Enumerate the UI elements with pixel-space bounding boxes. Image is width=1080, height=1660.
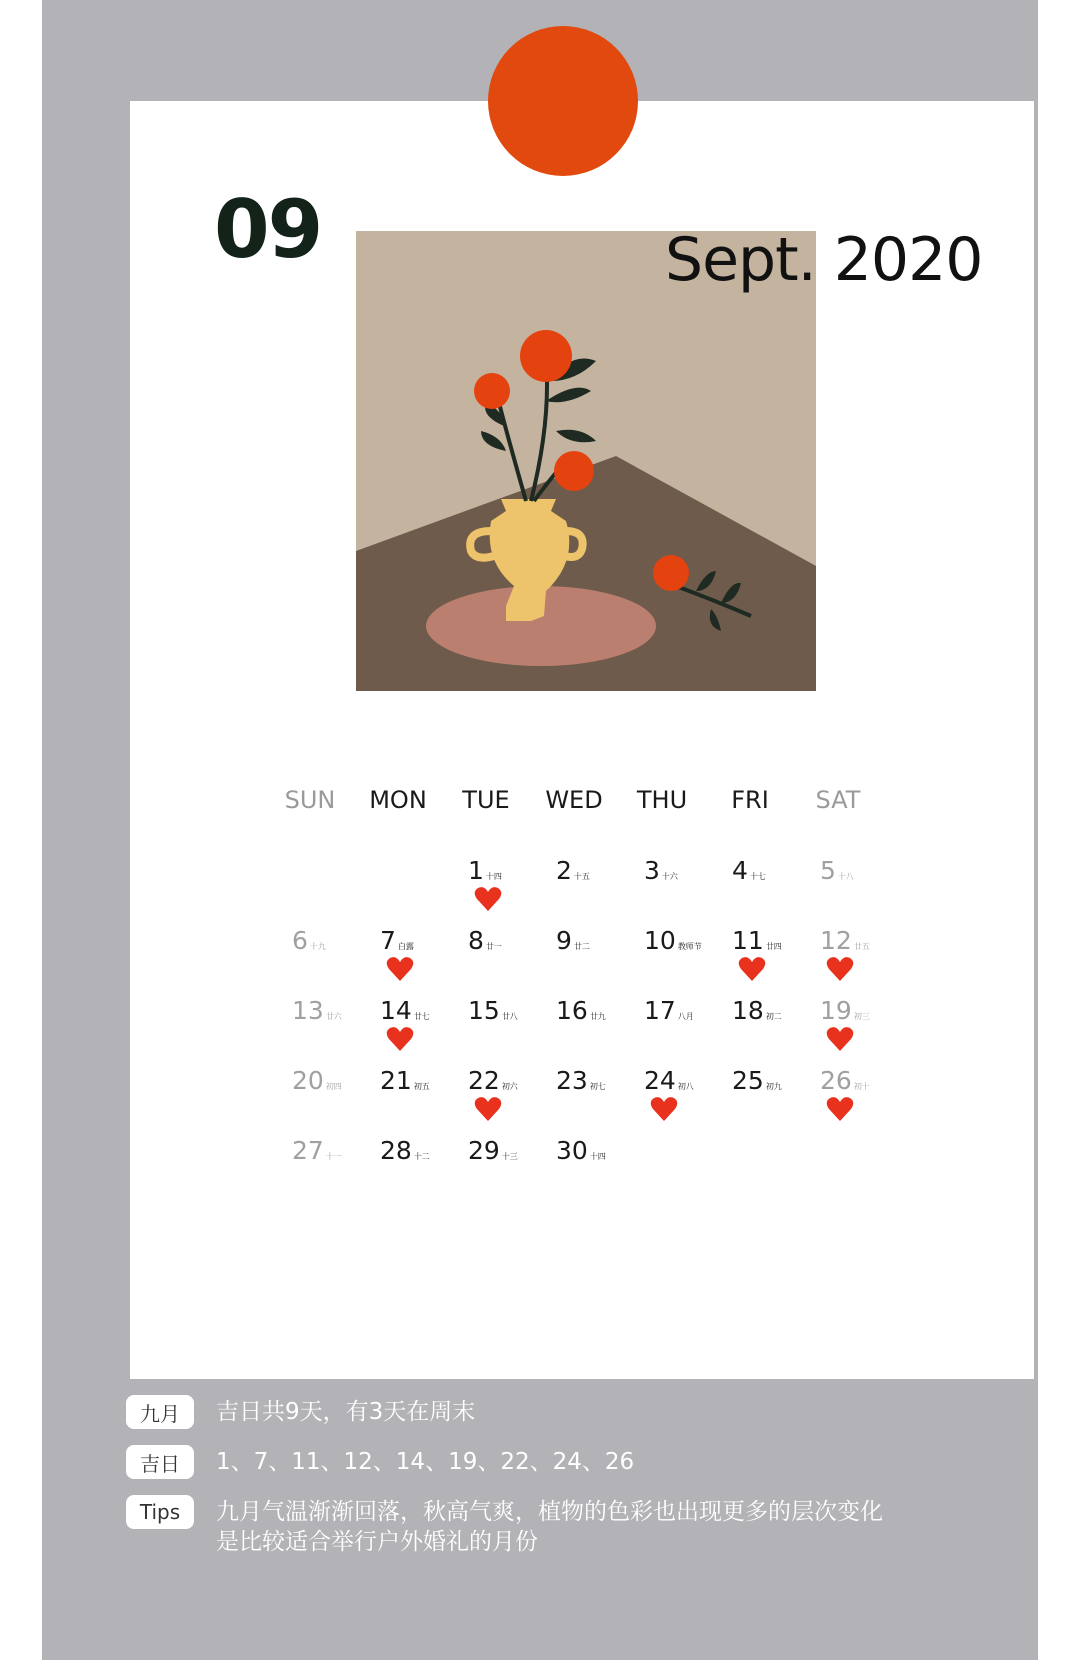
lunar-date-label: 初四 (325, 1082, 342, 1091)
lunar-date-label: 十一 (325, 1152, 342, 1161)
lunar-date-label: 十六 (661, 872, 678, 881)
month-year-title: Sept. 2020 (665, 225, 983, 295)
lunar-date-label: 十四 (485, 872, 502, 881)
month-number: 09 (214, 183, 322, 276)
day-cell-15[interactable] (442, 996, 530, 1056)
day-number: 7 白露 (380, 926, 414, 955)
lunar-date-label: 廿五 (853, 942, 870, 951)
lunar-date-label: 廿八 (501, 1012, 518, 1021)
day-cell-25[interactable] (706, 1066, 794, 1126)
flower-vase-illustration (356, 231, 816, 691)
lunar-date-label: 廿一 (485, 942, 502, 951)
lunar-date-label: 初三 (853, 1012, 870, 1021)
lunar-date-label: 十七 (749, 872, 766, 881)
lunar-date-label: 初十 (853, 1082, 870, 1091)
day-cell-18[interactable] (706, 996, 794, 1056)
heart-icon (474, 1096, 502, 1122)
weekday-sat: SAT (815, 786, 861, 814)
day-number: 1 十四 (468, 856, 502, 885)
calendar-card (130, 101, 1034, 1379)
gray-frame (42, 0, 1038, 1660)
day-cell-20[interactable] (266, 1066, 354, 1126)
day-number: 29 十三 (468, 1136, 518, 1165)
day-cell-16[interactable] (530, 996, 618, 1056)
lunar-date-label: 十五 (573, 872, 590, 881)
weekday-fri: FRI (731, 786, 769, 814)
lunar-date-label: 十四 (589, 1152, 606, 1161)
lunar-date-label: 廿七 (413, 1012, 430, 1021)
day-cell-17[interactable] (618, 996, 706, 1056)
heart-icon (386, 1026, 414, 1052)
day-cell-23[interactable] (530, 1066, 618, 1126)
heart-icon (386, 956, 414, 982)
lucky-days-text: 1、7、11、12、14、19、22、24、26 (216, 1449, 635, 1475)
day-cell-21[interactable] (354, 1066, 442, 1126)
lunar-date-label: 廿二 (573, 942, 590, 951)
day-cell-10[interactable] (618, 926, 706, 986)
day-number: 2 十五 (556, 856, 590, 885)
heart-icon (738, 956, 766, 982)
weekday-thu: THU (636, 786, 688, 814)
lunar-date-label: 初七 (589, 1082, 606, 1091)
day-cell-1[interactable] (442, 856, 530, 916)
day-cell-30[interactable] (530, 1136, 618, 1196)
lunar-date-label: 廿六 (325, 1012, 342, 1021)
day-cell-9[interactable] (530, 926, 618, 986)
day-cell-22[interactable] (442, 1066, 530, 1126)
heart-icon (650, 1096, 678, 1122)
weekday-wed: WED (545, 786, 603, 814)
day-cell-8[interactable] (442, 926, 530, 986)
day-number: 26 初十 (820, 1066, 870, 1095)
day-number: 21 初五 (380, 1066, 430, 1095)
month-tag: 九月 (126, 1395, 194, 1429)
day-cell-29[interactable] (442, 1136, 530, 1196)
day-number: 5 十八 (820, 856, 854, 885)
lunar-date-label: 白露 (397, 942, 414, 951)
heart-icon (826, 1096, 854, 1122)
day-cell-6[interactable] (266, 926, 354, 986)
lunar-date-label: 八月 (677, 1012, 694, 1021)
lunar-date-label: 廿四 (765, 942, 782, 951)
tips-text-line2: 是比较适合举行户外婚礼的月份 (216, 1529, 538, 1555)
lunar-date-label: 初九 (765, 1082, 782, 1091)
day-cell-26[interactable] (794, 1066, 882, 1126)
day-cell-3[interactable] (618, 856, 706, 916)
day-number: 8 廿一 (468, 926, 502, 955)
lunar-date-label: 十九 (309, 942, 326, 951)
month-summary-text: 吉日共9天，有3天在周末 (216, 1399, 476, 1425)
day-cell-2[interactable] (530, 856, 618, 916)
lunar-date-label: 初二 (765, 1012, 782, 1021)
day-number: 9 廿二 (556, 926, 590, 955)
weekday-mon: MON (369, 786, 427, 814)
weekday-sun: SUN (284, 786, 336, 814)
weekday-header (266, 786, 886, 826)
day-cell-13[interactable] (266, 996, 354, 1056)
lunar-date-label: 初五 (413, 1082, 430, 1091)
day-number: 27 十一 (292, 1136, 342, 1165)
day-cell-27[interactable] (266, 1136, 354, 1196)
day-number: 15 廿八 (468, 996, 518, 1025)
day-number: 17 八月 (644, 996, 694, 1025)
day-cell-28[interactable] (354, 1136, 442, 1196)
day-number: 16 廿九 (556, 996, 606, 1025)
lunar-date-label: 初八 (677, 1082, 694, 1091)
heart-icon (826, 1026, 854, 1052)
lunar-date-label: 教师节 (677, 942, 702, 951)
day-number: 30 十四 (556, 1136, 606, 1165)
day-cell-11[interactable] (706, 926, 794, 986)
heart-icon (826, 956, 854, 982)
day-number: 12 廿五 (820, 926, 870, 955)
tips-text-line1: 九月气温渐渐回落，秋高气爽，植物的色彩也出现更多的层次变化 (216, 1499, 883, 1525)
red-pin-circle (488, 26, 638, 176)
weekday-tue: TUE (462, 786, 510, 814)
lunar-date-label: 十三 (501, 1152, 518, 1161)
lunar-date-label: 廿九 (589, 1012, 606, 1021)
day-cell-7[interactable] (354, 926, 442, 986)
lunar-date-label: 十二 (413, 1152, 430, 1161)
tips-tag: Tips (126, 1495, 194, 1529)
day-number: 3 十六 (644, 856, 678, 885)
day-number: 13 廿六 (292, 996, 342, 1025)
heart-icon (474, 886, 502, 912)
day-cell-14[interactable] (354, 996, 442, 1056)
day-number: 25 初九 (732, 1066, 782, 1095)
day-number: 14 廿七 (380, 996, 430, 1025)
day-number: 24 初八 (644, 1066, 694, 1095)
day-cell-12[interactable] (794, 926, 882, 986)
day-number: 6 十九 (292, 926, 326, 955)
day-cell-24[interactable] (618, 1066, 706, 1126)
day-number: 23 初七 (556, 1066, 606, 1095)
day-number: 20 初四 (292, 1066, 342, 1095)
day-number: 22 初六 (468, 1066, 518, 1095)
day-number: 28 十二 (380, 1136, 430, 1165)
lunar-date-label: 初六 (501, 1082, 518, 1091)
day-number: 10 教师节 (644, 926, 702, 955)
day-cell-4[interactable] (706, 856, 794, 916)
day-number: 19 初三 (820, 996, 870, 1025)
lunar-date-label: 十八 (837, 872, 854, 881)
day-number: 18 初二 (732, 996, 782, 1025)
day-number: 4 十七 (732, 856, 766, 885)
day-cell-19[interactable] (794, 996, 882, 1056)
day-number: 11 廿四 (732, 926, 782, 955)
lucky-days-tag: 吉日 (126, 1445, 194, 1479)
day-cell-5[interactable] (794, 856, 882, 916)
